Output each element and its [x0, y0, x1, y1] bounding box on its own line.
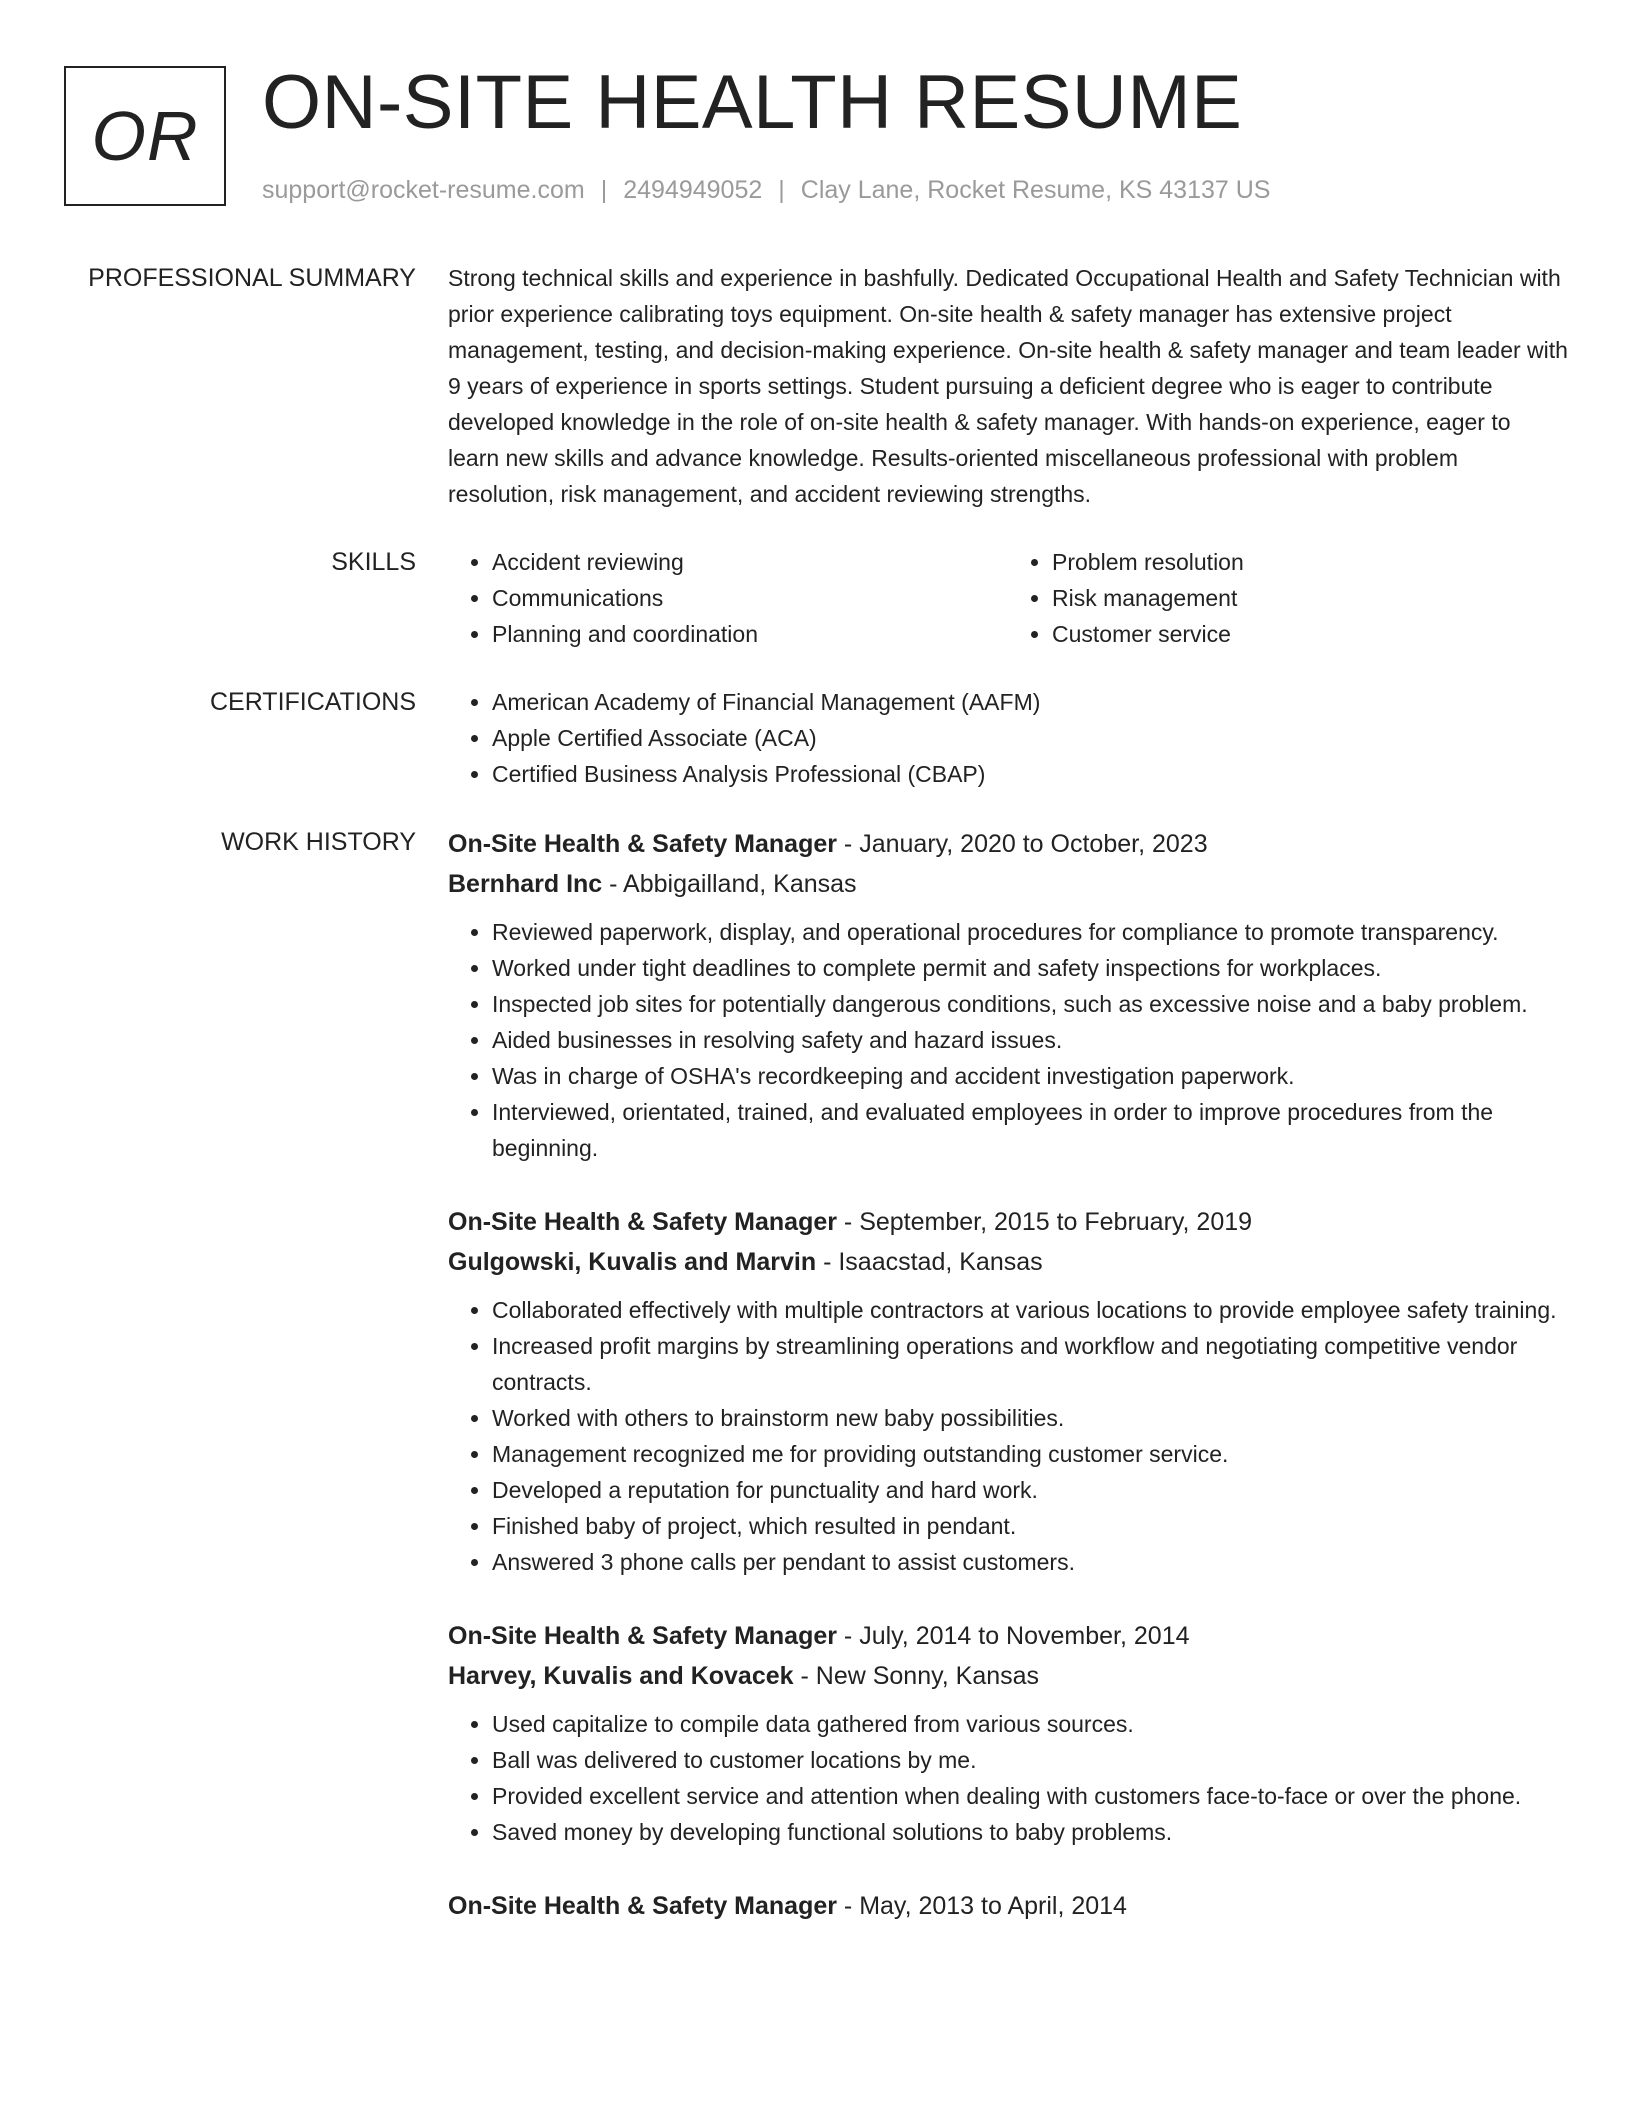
- job-dash: -: [836, 830, 860, 858]
- contact-address: Clay Lane, Rocket Resume, KS 43137 US: [800, 176, 1271, 204]
- section-heading-certifications: CERTIFICATIONS: [209, 688, 416, 716]
- job-bullet: • Was in charge of OSHA's recordkeeping and accident investigation paperwork.: [492, 1058, 1568, 1094]
- job-bullet: • Developed a reputation for punctuality and hard work.: [492, 1472, 1568, 1508]
- job-title-line: [448, 1202, 1568, 1242]
- job-bullet: • Ball was delivered to customer locations by me.: [492, 1742, 1568, 1778]
- job-location: New Sonny, Kansas: [815, 1662, 1040, 1690]
- certification-item: • American Academy of Financial Management (AAFM): [492, 684, 1568, 720]
- skills-list-left: [448, 544, 1008, 652]
- job-bullet: • Answered 3 phone calls per pendant to assist customers.: [492, 1544, 1568, 1580]
- job-entry: [448, 1886, 1568, 1926]
- skill-item: • Problem resolution: [1052, 544, 1568, 580]
- job-title-line: [448, 1616, 1568, 1656]
- monogram-initials: OR: [91, 97, 199, 175]
- summary-text: Strong technical skills and experience in bashfully. Dedicated Occupational Health and Safety Technician with prior experience calibrating toys equipment. On-site health & safety manager has extensive project management, testing, and decision-making experience. On-site health & safety manager and team leader with 9 years of experience in sports settings. Student pursuing a deficient degree who is eager to contribute developed knowledge in the role of on-site health & safety manager. With hands-on experience, eager to learn new skills and advance knowledge. Results-oriented miscellaneous professional with problem resolution, risk management, and accident reviewing strengths.: [448, 265, 1568, 507]
- job-title: On-Site Health & Safety Manager: [448, 1622, 837, 1650]
- skill-item: • Risk management: [1052, 580, 1568, 616]
- section-heading-summary: PROFESSIONAL SUMMARY: [88, 264, 416, 292]
- job-bullet: • Aided businesses in resolving safety and hazard issues.: [492, 1022, 1568, 1058]
- job-entry: [448, 1616, 1568, 1850]
- job-dash: -: [793, 1662, 816, 1690]
- job-bullet: • Collaborated effectively with multiple contractors at various locations to provide employee safety training.: [492, 1292, 1568, 1328]
- job-dash: -: [836, 1208, 860, 1236]
- section-heading-skills: SKILLS: [331, 548, 416, 576]
- job-bullet: • Finished baby of project, which resulted in pendant.: [492, 1508, 1568, 1544]
- job-dates: May, 2013 to April, 2014: [859, 1892, 1127, 1920]
- job-bullet: • Management recognized me for providing outstanding customer service.: [492, 1436, 1568, 1472]
- job-dates: September, 2015 to February, 2019: [859, 1208, 1253, 1236]
- job-bullet: • Worked under tight deadlines to complete permit and safety inspections for workplaces.: [492, 950, 1568, 986]
- contact-email[interactable]: support@rocket-resume.com: [262, 176, 585, 204]
- job-bullets: [448, 914, 1568, 1166]
- job-title: On-Site Health & Safety Manager: [448, 1892, 837, 1920]
- certification-item: • Certified Business Analysis Professional (CBAP): [492, 756, 1568, 792]
- job-bullets: [448, 1292, 1568, 1580]
- certifications-list: [448, 684, 1568, 792]
- certifications-section: [0, 684, 1632, 792]
- contact-phone[interactable]: 2494949052: [623, 176, 763, 204]
- contact-separator: |: [778, 176, 785, 204]
- job-dash: -: [836, 1622, 860, 1650]
- job-dates: July, 2014 to November, 2014: [859, 1622, 1190, 1650]
- job-dash: -: [816, 1248, 839, 1276]
- job-entry: [448, 824, 1568, 1166]
- professional-summary-section: [0, 260, 1632, 512]
- monogram-logo: [64, 66, 226, 206]
- job-dates: January, 2020 to October, 2023: [859, 830, 1208, 858]
- skill-item: • Accident reviewing: [492, 544, 1008, 580]
- job-bullet: • Provided excellent service and attention when dealing with customers face-to-face or over the phone.: [492, 1778, 1568, 1814]
- job-company: Harvey, Kuvalis and Kovacek: [448, 1662, 794, 1690]
- contact-line: [262, 174, 1270, 206]
- job-location: Isaacstad, Kansas: [838, 1248, 1043, 1276]
- contact-separator: |: [600, 176, 608, 204]
- skills-list-right: [1008, 544, 1568, 652]
- job-title-line: [448, 1886, 1568, 1926]
- job-company: Bernhard Inc: [448, 870, 603, 898]
- resume-title: ON-SITE HEALTH RESUME: [262, 60, 1243, 145]
- skill-item: • Communications: [492, 580, 1008, 616]
- section-heading-work-history: WORK HISTORY: [221, 828, 416, 856]
- work-history-section: [0, 824, 1632, 1926]
- certification-item: • Apple Certified Associate (ACA): [492, 720, 1568, 756]
- job-bullet: • Inspected job sites for potentially dangerous conditions, such as excessive noise and a baby problem.: [492, 986, 1568, 1022]
- job-entry: [448, 1202, 1568, 1580]
- job-title-line: [448, 824, 1568, 864]
- job-company-line: [448, 1242, 1568, 1282]
- job-company: Gulgowski, Kuvalis and Marvin: [448, 1248, 817, 1276]
- job-bullet: • Interviewed, orientated, trained, and evaluated employees in order to improve procedures from the beginning.: [492, 1094, 1568, 1166]
- job-company-line: [448, 864, 1568, 904]
- skills-section: [0, 544, 1632, 652]
- skill-item: • Planning and coordination: [492, 616, 1008, 652]
- job-bullet: • Increased profit margins by streamlining operations and workflow and negotiating competitive vendor contracts.: [492, 1328, 1568, 1400]
- job-bullet: • Saved money by developing functional solutions to baby problems.: [492, 1814, 1568, 1850]
- job-bullet: • Worked with others to brainstorm new baby possibilities.: [492, 1400, 1568, 1436]
- job-title: On-Site Health & Safety Manager: [448, 830, 837, 858]
- resume-body: [0, 260, 1632, 1962]
- job-bullet: • Used capitalize to compile data gathered from various sources.: [492, 1706, 1568, 1742]
- job-location: Abbigailland, Kansas: [623, 870, 857, 898]
- job-bullet: • Reviewed paperwork, display, and operational procedures for compliance to promote transparency.: [492, 914, 1568, 950]
- skill-item: • Customer service: [1052, 616, 1568, 652]
- job-bullets: [448, 1706, 1568, 1850]
- job-dash: -: [602, 870, 624, 898]
- job-title: On-Site Health & Safety Manager: [448, 1208, 837, 1236]
- job-company-line: [448, 1656, 1568, 1696]
- job-dash: -: [836, 1892, 860, 1920]
